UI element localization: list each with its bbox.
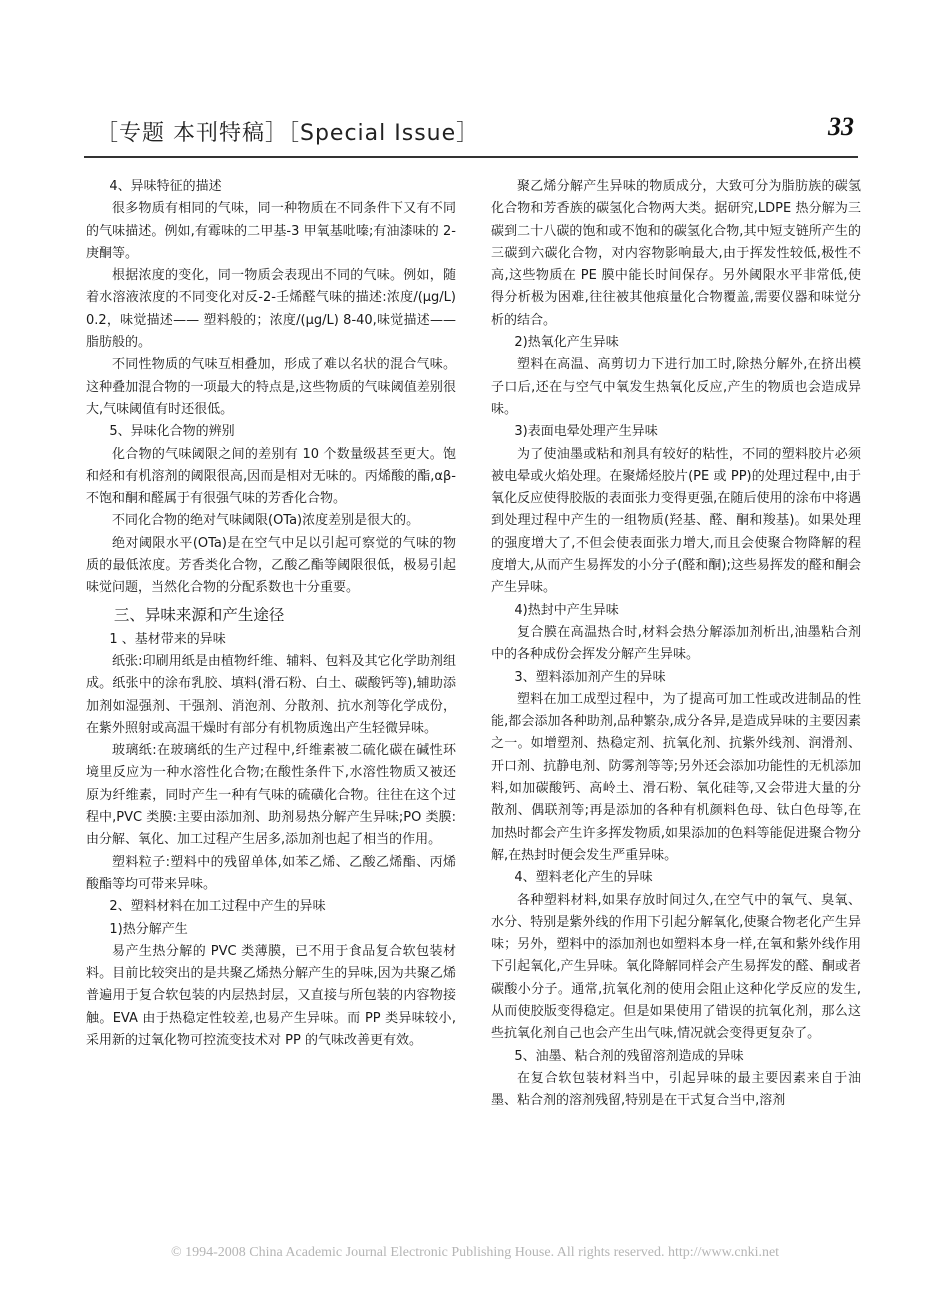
subheading: 3、塑料添加剂产生的异味 — [514, 669, 666, 685]
paragraph: 复合膜在高温热合时,材料会热分解添加剂析出,油墨粘合剂中的各种成份会挥发分解产生异味。 — [491, 624, 861, 663]
subheading: 1)热分解产生 — [109, 921, 188, 937]
copyright-footer: © 1994-2008 China Academic Journal Electronic Publishing House. All rights reserved. http://www.cnki.net — [170, 1245, 780, 1260]
paragraph: 为了使油墨或粘和剂具有较好的粘性，不同的塑料胶片必须被电晕或火焰处理。在聚烯烃胶片(PE 或 PP)的处理过程中,由于氧化反应使得胶版的表面张力变得更强,在随后使用的涂布中将遇到处理过程中产生的一组物质(羟基、醛、酮和羧基)。如果处理的强度增大了,不但会使表面张力增大,而且会使聚合物降解的程度增大,从而产生易挥发的小分子(醛和酮);这些易挥发的醛和酮会产生异味。 — [491, 446, 861, 596]
subheading: 4)热封中产生异味 — [514, 602, 619, 618]
subheading: 5、油墨、粘合剂的残留溶剂造成的异味 — [514, 1048, 744, 1064]
paragraph: 塑料粒子:塑料中的残留单体,如苯乙烯、乙酸乙烯酯、丙烯酸酯等均可带来异味。 — [86, 854, 456, 892]
paragraph: 塑料在加工成型过程中，为了提高可加工性或改进制品的性能,都会添加各种助剂,品种繁杂,成分各异,是造成异味的主要因素之一。如增塑剂、热稳定剂、抗氧化剂、抗紫外线剂、润滑剂、开口剂、抗静电剂、防雾剂等等;另外还会添加功能性的无机添加料,如加碳酸钙、高岭土、滑石粉、氧化硅等,又会带进大量的分散剂、偶联剂等;再是添加的各种有机颜料色母、钛白色母等,在加热时都会产生许多挥发物质,如果添加的色料等能促进聚合物分解,在热封时便会发生严重异味。 — [491, 691, 861, 863]
right-column — [491, 176, 861, 1112]
paragraph: 聚乙烯分解产生异味的物质成分，大致可分为脂肪族的碳氢化合物和芳香族的碳氢化合物两大类。据研究,LDPE 热分解为三碳到二十八碳的饱和或不饱和的碳氢化合物,其中短支链所产生的三碳到六碳化合物，对内容物影响最大,由于挥发性较低,极性不高,这些物质在 PE 膜中能长时间保存。另外阈限水平非常低,使得分析极为困难,往往被其他痕量化合物覆盖,需要仪器和味觉分析的结合。 — [491, 179, 861, 328]
running-header — [84, 112, 858, 152]
paragraph: 不同性物质的气味互相叠加，形成了难以名状的混合气味。这种叠加混合物的一项最大的特点是,这些物质的气味阈值差别很大,气味阈值有时还很低。 — [86, 357, 456, 417]
subheading: 2、塑料材料在加工过程中产生的异味 — [109, 899, 326, 915]
subheading: 4、异味特征的描述 — [109, 179, 222, 194]
section-category: ［专题 本刊特稿］［Special Issue］ — [96, 121, 480, 146]
paragraph: 化合物的气味阈限之间的差别有 10 个数量级甚至更大。饱和烃和有机溶剂的阈限很高,因而是相对无味的。丙烯酸的酯,αβ-不饱和酮和醛属于有很强气味的芳香化合物。 — [86, 446, 456, 507]
paragraph: 不同化合物的绝对气味阈限(OTa)浓度差别是很大的。 — [112, 513, 420, 529]
paragraph: 在复合软包装材料当中，引起异味的最主要因素来自于油墨、粘合剂的溶剂残留,特别是在干式复合当中,溶剂 — [491, 1070, 861, 1109]
section-heading: 三、异味来源和产生途径 — [113, 605, 285, 624]
paragraph: 根据浓度的变化，同一物质会表现出不同的气味。例如，随着水溶液浓度的不同变化对反-2-壬烯醛气味的描述:浓度/(μg/L) 0.2，味觉描述—— 塑料般的；浓度/(μg/L) 8-40,味觉描述—— 脂肪般的。 — [86, 268, 456, 351]
subheading: 1 、基材带来的异味 — [109, 631, 226, 647]
paragraph: 纸张:印刷用纸是由植物纤维、辅料、包料及其它化学助剂组成。纸张中的涂布乳胶、填料(滑石粉、白土、碳酸钙等),辅助添加剂如湿强剂、干强剂、消泡剂、分散剂、抗水剂等化学成份，在紫外照射或高温干燥时有部分有机物质逸出产生轻微异味。 — [86, 653, 456, 736]
left-column — [86, 176, 456, 1052]
subheading: 3)表面电晕处理产生异味 — [514, 424, 658, 440]
paragraph: 各种塑料材料,如果存放时间过久,在空气中的氧气、臭氧、水分、特别是紫外线的作用下引起分解氧化,使聚合物老化产生异味；另外，塑料中的添加剂也如塑料本身一样,在氧和紫外线作用下引起氧化,产生异味。氧化降解同样会产生易挥发的醛、酮或者碳酸小分子。通常,抗氧化剂的使用会阻止这种化学反应的发生,从而使胶版变得稳定。但是如果使用了错误的抗氧化剂，那么这些抗氧化剂自己也会产生出气味,情况就会变得更复杂了。 — [491, 892, 861, 1042]
page-number: 33 — [828, 112, 854, 141]
header-rule — [84, 156, 858, 158]
paragraph: 易产生热分解的 PVC 类薄膜，已不用于食品复合软包装材料。目前比较突出的是共聚乙烯热分解产生的异味,因为共聚乙烯普遍用于复合软包装的内层热封层，又直接与所包装的内容物接触。EVA 由于热稳定性较差,也易产生异味。而 PP 类异味较小,采用新的过氧化物可控流变技术对 PP 的气味改善更有效。 — [86, 943, 456, 1048]
paragraph: 塑料在高温、高剪切力下进行加工时,除热分解外,在挤出模子口后,还在与空气中氧发生热氧化反应,产生的物质也会造成异味。 — [491, 357, 861, 417]
subheading: 4、塑料老化产生的异味 — [514, 870, 653, 886]
paragraph: 绝对阈限水平(OTa)是在空气中足以引起可察觉的气味的物质的最低浓度。芳香类化合物，乙酸乙酯等阈限很低，极易引起味觉问题，当然化合物的分配系数也十分重要。 — [86, 535, 456, 596]
paragraph: 玻璃纸:在玻璃纸的生产过程中,纤维素被二硫化碳在碱性环境里反应为一种水溶性化合物;在酸性条件下,水溶性物质又被还原为纤维素，同时产生一种有气味的硫磺化合物。往往在这个过程中,PVC 类膜:主要由添加剂、助剂易热分解产生异味;PO 类膜:由分解、氧化、加工过程产生居多,添加剂也起了相当的作用。 — [86, 743, 456, 848]
paragraph: 很多物质有相同的气味，同一种物质在不同条件下又有不同的气味描述。例如,有霉味的二甲基-3 甲氧基吡嗪;有油漆味的 2-庚酮等。 — [86, 201, 456, 261]
subheading: 2)热氧化产生异味 — [514, 335, 619, 351]
subheading: 5、异味化合物的辨别 — [109, 424, 235, 440]
